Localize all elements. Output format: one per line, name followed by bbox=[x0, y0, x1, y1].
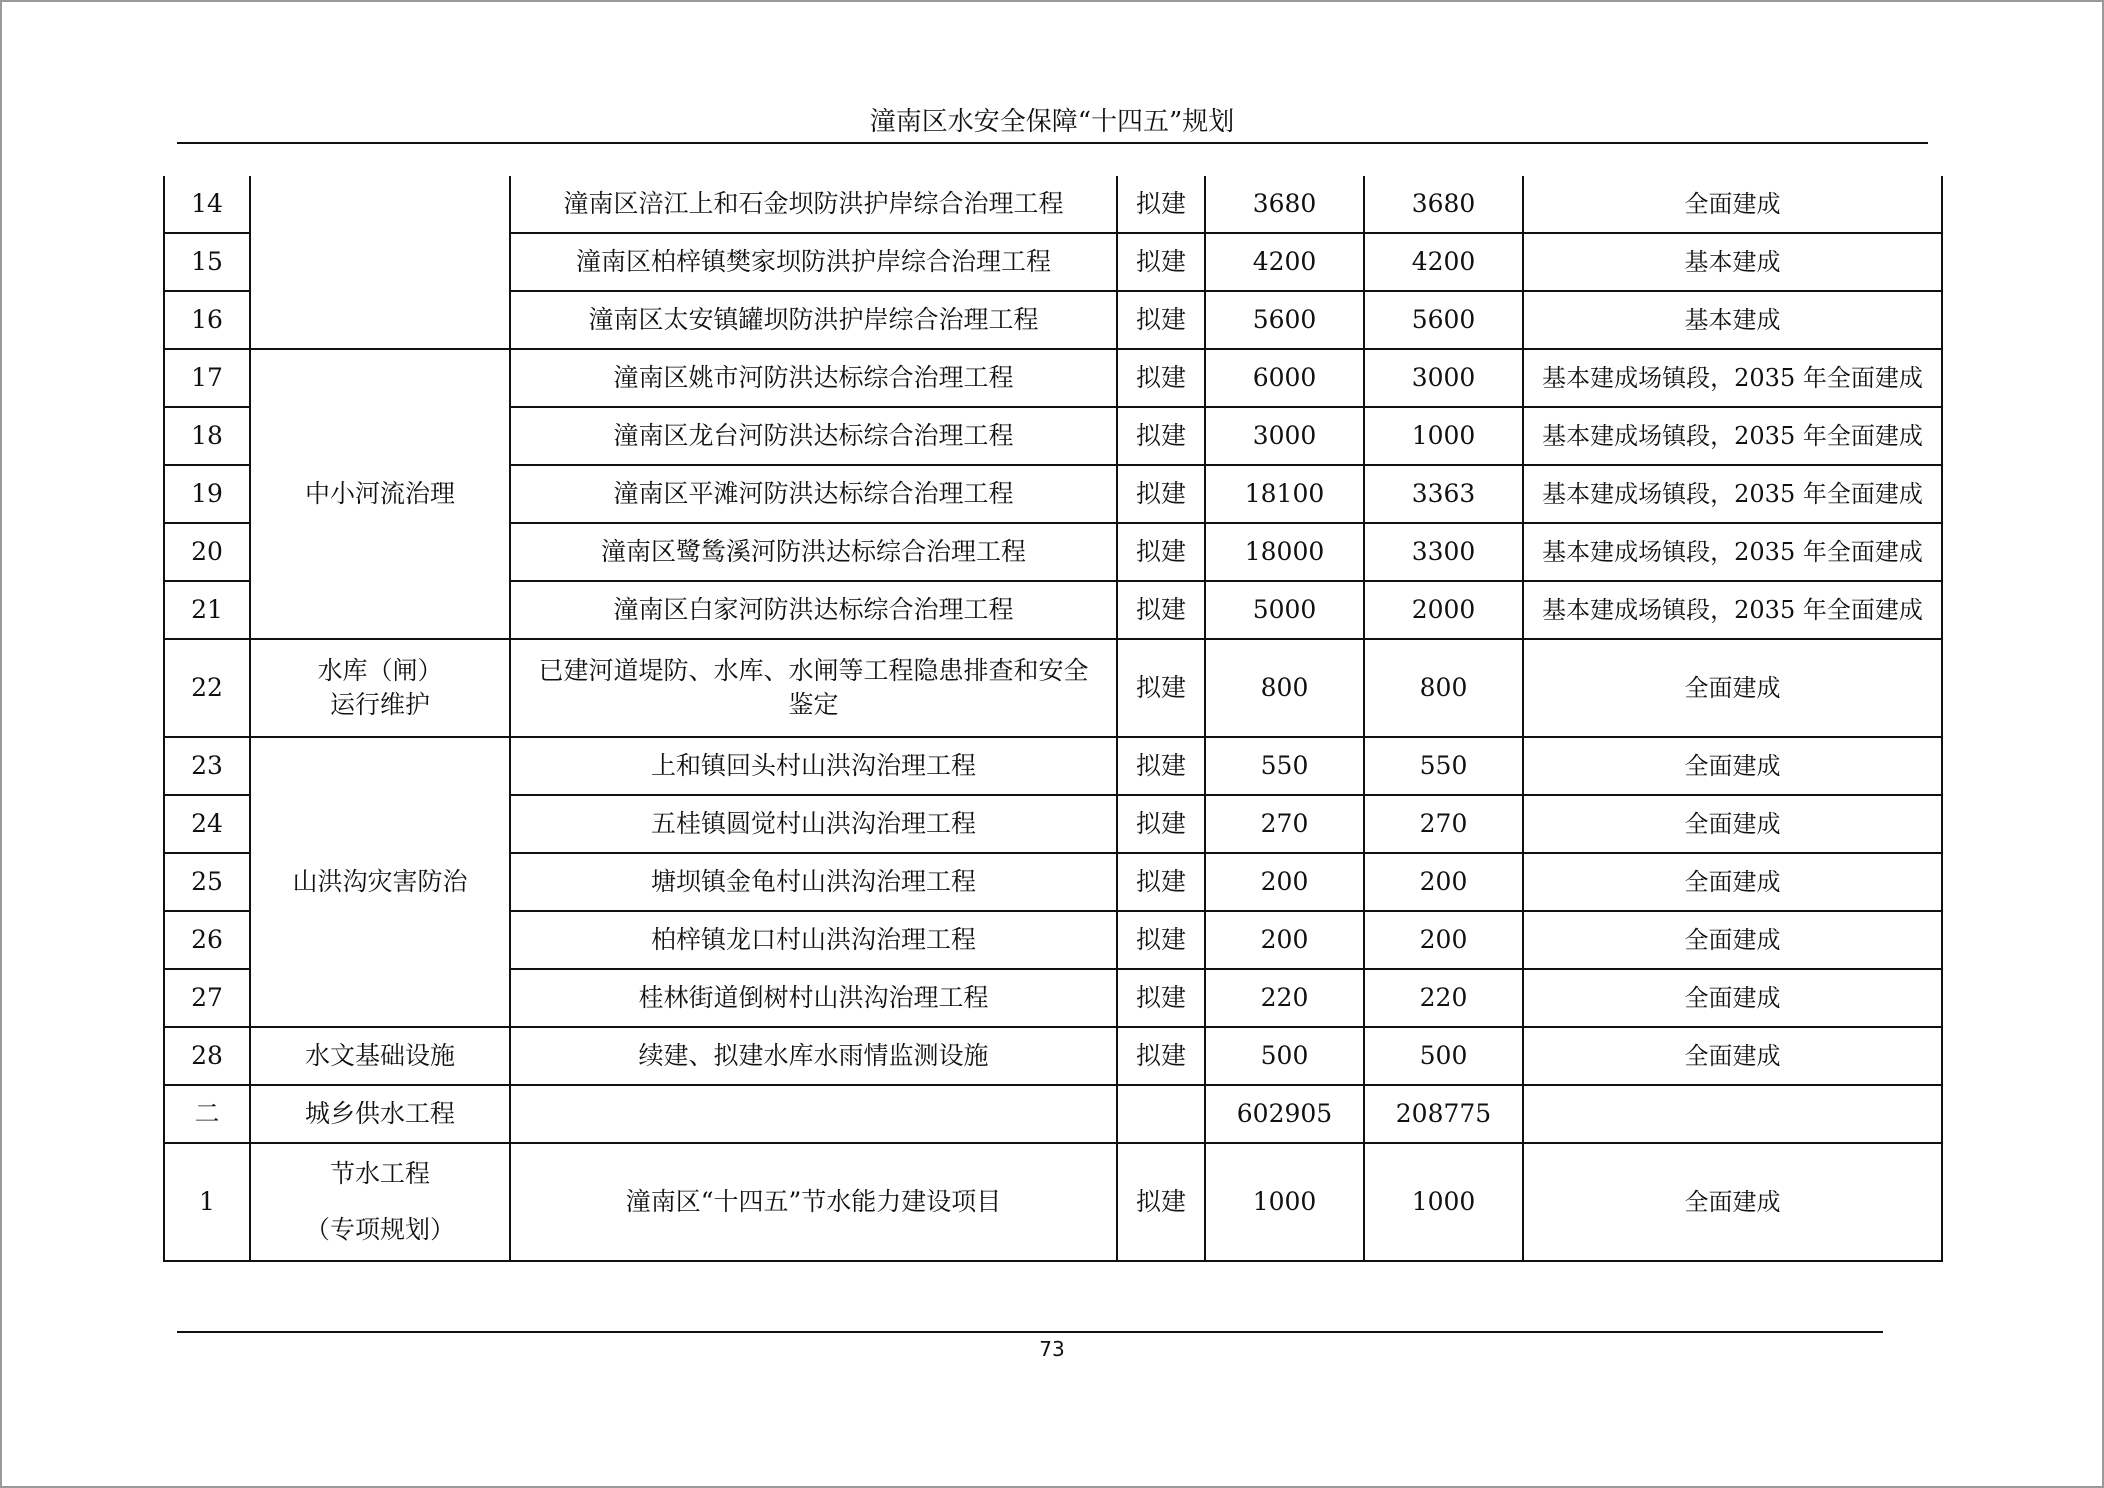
project-remark: 基本建成 bbox=[1523, 233, 1942, 291]
project-name: 柏梓镇龙口村山洪沟治理工程 bbox=[510, 911, 1117, 969]
project-name bbox=[510, 639, 1117, 737]
project-status: 拟建 bbox=[1117, 1143, 1205, 1261]
period-investment: 4200 bbox=[1364, 233, 1523, 291]
project-remark: 基本建成场镇段，2035 年全面建成 bbox=[1523, 407, 1942, 465]
category-cell: 山洪沟灾害防治 bbox=[250, 737, 510, 1027]
row-number: 21 bbox=[164, 581, 250, 639]
project-name: 续建、拟建水库水雨情监测设施 bbox=[510, 1027, 1117, 1085]
total-investment: 270 bbox=[1205, 795, 1364, 853]
period-investment: 500 bbox=[1364, 1027, 1523, 1085]
total-investment: 5600 bbox=[1205, 291, 1364, 349]
section-number: 二 bbox=[164, 1085, 250, 1143]
row-number: 25 bbox=[164, 853, 250, 911]
category-cell bbox=[250, 639, 510, 737]
project-name-line: 鉴定 bbox=[788, 690, 839, 719]
project-status: 拟建 bbox=[1117, 349, 1205, 407]
period-investment: 3363 bbox=[1364, 465, 1523, 523]
total-investment: 5000 bbox=[1205, 581, 1364, 639]
project-name: 上和镇回头村山洪沟治理工程 bbox=[510, 737, 1117, 795]
project-remark: 基本建成场镇段，2035 年全面建成 bbox=[1523, 465, 1942, 523]
project-name: 潼南区姚市河防洪达标综合治理工程 bbox=[510, 349, 1117, 407]
total-investment: 4200 bbox=[1205, 233, 1364, 291]
footer-rule bbox=[177, 1331, 1883, 1333]
table-row bbox=[164, 639, 1942, 737]
total-investment: 500 bbox=[1205, 1027, 1364, 1085]
table-row bbox=[164, 176, 1942, 233]
row-number: 14 bbox=[164, 176, 250, 233]
project-status: 拟建 bbox=[1117, 737, 1205, 795]
project-remark: 全面建成 bbox=[1523, 176, 1942, 233]
project-status: 拟建 bbox=[1117, 969, 1205, 1027]
total-investment: 200 bbox=[1205, 911, 1364, 969]
project-remark: 全面建成 bbox=[1523, 795, 1942, 853]
category-cell bbox=[250, 1143, 510, 1261]
period-investment: 5600 bbox=[1364, 291, 1523, 349]
period-investment: 1000 bbox=[1364, 1143, 1523, 1261]
project-name: 塘坝镇金龟村山洪沟治理工程 bbox=[510, 853, 1117, 911]
row-number: 18 bbox=[164, 407, 250, 465]
project-remark: 全面建成 bbox=[1523, 911, 1942, 969]
project-status: 拟建 bbox=[1117, 581, 1205, 639]
total-investment: 220 bbox=[1205, 969, 1364, 1027]
row-number: 24 bbox=[164, 795, 250, 853]
project-name: 潼南区龙台河防洪达标综合治理工程 bbox=[510, 407, 1117, 465]
row-number: 16 bbox=[164, 291, 250, 349]
section-row bbox=[164, 1085, 1942, 1143]
project-table bbox=[163, 176, 1943, 1262]
project-name: 潼南区柏梓镇樊家坝防洪护岸综合治理工程 bbox=[510, 233, 1117, 291]
period-investment: 550 bbox=[1364, 737, 1523, 795]
total-investment: 550 bbox=[1205, 737, 1364, 795]
project-remark: 全面建成 bbox=[1523, 1143, 1942, 1261]
period-investment: 800 bbox=[1364, 639, 1523, 737]
row-number: 20 bbox=[164, 523, 250, 581]
project-remark: 全面建成 bbox=[1523, 1027, 1942, 1085]
project-remark: 全面建成 bbox=[1523, 737, 1942, 795]
project-remark: 基本建成场镇段，2035 年全面建成 bbox=[1523, 523, 1942, 581]
row-number: 1 bbox=[164, 1143, 250, 1261]
row-number: 15 bbox=[164, 233, 250, 291]
row-number: 27 bbox=[164, 969, 250, 1027]
period-investment: 2000 bbox=[1364, 581, 1523, 639]
project-name: 潼南区太安镇罐坝防洪护岸综合治理工程 bbox=[510, 291, 1117, 349]
project-status: 拟建 bbox=[1117, 523, 1205, 581]
section-title: 城乡供水工程 bbox=[250, 1085, 510, 1143]
period-investment: 1000 bbox=[1364, 407, 1523, 465]
total-investment: 18100 bbox=[1205, 465, 1364, 523]
category-cell-empty bbox=[250, 176, 510, 349]
row-number: 17 bbox=[164, 349, 250, 407]
project-name: 潼南区白家河防洪达标综合治理工程 bbox=[510, 581, 1117, 639]
project-status: 拟建 bbox=[1117, 911, 1205, 969]
total-investment: 6000 bbox=[1205, 349, 1364, 407]
project-name: 潼南区平滩河防洪达标综合治理工程 bbox=[510, 465, 1117, 523]
project-status: 拟建 bbox=[1117, 233, 1205, 291]
project-status: 拟建 bbox=[1117, 1027, 1205, 1085]
period-investment: 3680 bbox=[1364, 176, 1523, 233]
row-number: 23 bbox=[164, 737, 250, 795]
project-name-line: 已建河道堤防、水库、水闸等工程隐患排查和安全 bbox=[538, 656, 1089, 685]
project-status: 拟建 bbox=[1117, 407, 1205, 465]
project-name: 五桂镇圆觉村山洪沟治理工程 bbox=[510, 795, 1117, 853]
project-name: 潼南区“十四五”节水能力建设项目 bbox=[510, 1143, 1117, 1261]
project-status: 拟建 bbox=[1117, 853, 1205, 911]
period-investment: 270 bbox=[1364, 795, 1523, 853]
period-investment: 3300 bbox=[1364, 523, 1523, 581]
category-cell: 中小河流治理 bbox=[250, 349, 510, 639]
page-number: 73 bbox=[1039, 1337, 1065, 1361]
row-number: 26 bbox=[164, 911, 250, 969]
row-number: 19 bbox=[164, 465, 250, 523]
project-remark: 基本建成场镇段，2035 年全面建成 bbox=[1523, 581, 1942, 639]
row-number: 28 bbox=[164, 1027, 250, 1085]
project-remark: 基本建成场镇段，2035 年全面建成 bbox=[1523, 349, 1942, 407]
header-rule bbox=[177, 142, 1928, 144]
category-line: （专项规划） bbox=[304, 1215, 455, 1244]
total-investment: 1000 bbox=[1205, 1143, 1364, 1261]
project-name bbox=[510, 1085, 1117, 1143]
project-status: 拟建 bbox=[1117, 291, 1205, 349]
project-remark bbox=[1523, 1085, 1942, 1143]
table-row bbox=[164, 1143, 1942, 1261]
project-name: 潼南区鹭鸶溪河防洪达标综合治理工程 bbox=[510, 523, 1117, 581]
project-remark: 全面建成 bbox=[1523, 639, 1942, 737]
project-remark: 基本建成 bbox=[1523, 291, 1942, 349]
table-row bbox=[164, 349, 1942, 407]
table-row bbox=[164, 1027, 1942, 1085]
section-period-investment: 208775 bbox=[1364, 1085, 1523, 1143]
project-status: 拟建 bbox=[1117, 176, 1205, 233]
page-header-title: 潼南区水安全保障“十四五”规划 bbox=[869, 107, 1235, 137]
category-line: 水库（闸） bbox=[317, 656, 443, 685]
section-total-investment: 602905 bbox=[1205, 1085, 1364, 1143]
category-cell: 水文基础设施 bbox=[250, 1027, 510, 1085]
period-investment: 200 bbox=[1364, 853, 1523, 911]
total-investment: 18000 bbox=[1205, 523, 1364, 581]
project-status: 拟建 bbox=[1117, 795, 1205, 853]
category-line: 运行维护 bbox=[329, 690, 430, 719]
period-investment: 3000 bbox=[1364, 349, 1523, 407]
project-remark: 全面建成 bbox=[1523, 853, 1942, 911]
total-investment: 200 bbox=[1205, 853, 1364, 911]
total-investment: 3000 bbox=[1205, 407, 1364, 465]
period-investment: 200 bbox=[1364, 911, 1523, 969]
project-remark: 全面建成 bbox=[1523, 969, 1942, 1027]
project-status bbox=[1117, 1085, 1205, 1143]
category-line: 节水工程 bbox=[329, 1159, 430, 1188]
table-row bbox=[164, 737, 1942, 795]
project-name: 潼南区涪江上和石金坝防洪护岸综合治理工程 bbox=[510, 176, 1117, 233]
project-status: 拟建 bbox=[1117, 639, 1205, 737]
project-status: 拟建 bbox=[1117, 465, 1205, 523]
total-investment: 3680 bbox=[1205, 176, 1364, 233]
project-name: 桂林街道倒树村山洪沟治理工程 bbox=[510, 969, 1117, 1027]
total-investment: 800 bbox=[1205, 639, 1364, 737]
period-investment: 220 bbox=[1364, 969, 1523, 1027]
row-number: 22 bbox=[164, 639, 250, 737]
